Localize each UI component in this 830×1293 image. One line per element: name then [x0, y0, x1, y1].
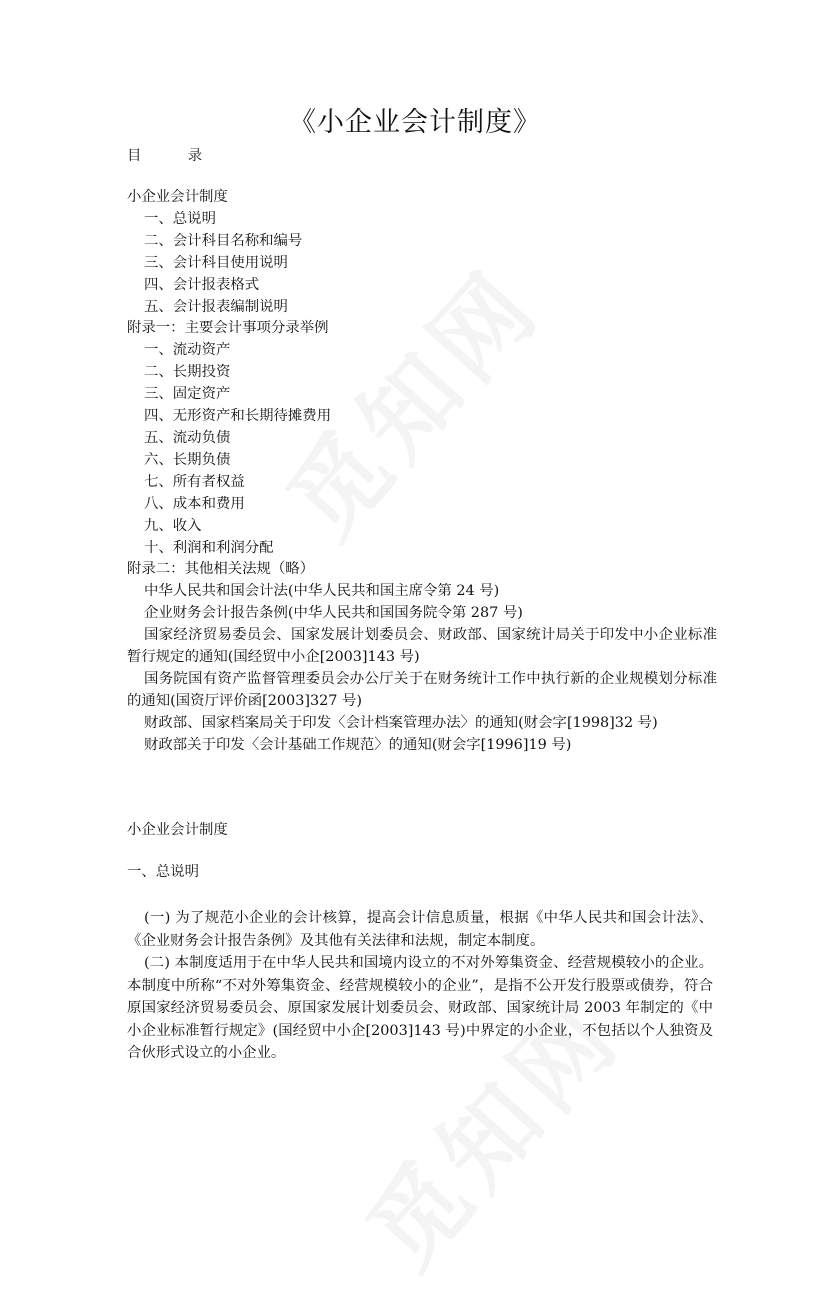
toc-item: 三、固定资产 [144, 386, 231, 403]
toc-item: 三、会计科目使用说明 [144, 254, 288, 271]
toc-item: 八、成本和费用 [144, 495, 245, 512]
toc-item: 小企业会计制度 [127, 189, 228, 205]
table-of-contents [127, 187, 717, 757]
toc-item: 二、会计科目名称和编号 [144, 232, 303, 249]
toc-item: 十、利润和利润分配 [144, 539, 274, 556]
toc-item: 国家经济贸易委员会、国家发展计划委员会、财政部、国家统计局关于印发中小企业标准暂行规定的通知(国经贸中小企[2003]143 号) [127, 627, 717, 666]
toc-item: 六、长期负债 [144, 451, 231, 468]
document-title: 《小企业会计制度》 [289, 107, 541, 138]
toc-item: 一、总说明 [144, 210, 216, 227]
toc-item: 五、会计报表编制说明 [144, 298, 288, 315]
toc-item: 附录一：主要会计事项分录举例 [127, 320, 329, 337]
toc-item: 财政部关于印发〈会计基础工作规范〉的通知(财会字[1996]19 号) [144, 736, 572, 753]
body-paragraph: (一) 为了规范小企业的会计核算，提高会计信息质量，根据《中华人民共和国会计法》、《企业财务会计报告条例》及其他有关法律和法规，制定本制度。 [127, 910, 713, 949]
toc-item: 附录二：其他相关法规（略） [127, 561, 315, 578]
toc-item: 七、所有者权益 [144, 473, 245, 490]
toc-item: 四、无形资产和长期待摊费用 [144, 408, 332, 425]
toc-item: 一、流动资产 [144, 342, 231, 359]
body-paragraph: (二) 本制度适用于在中华人民共和国境内设立的不对外筹集资金、经营规模较小的企业。本制度中所称“不对外筹集资金、经营规模较小的企业”，是指不公开发行股票或债券，符合原国家经济贸易委员会、原国家发展计划委员会、财政部、国家统计局 2003 年制定的《中小企业标准暂行规定》(国经贸中小企[2003]143 号)中界定的小企业，不包括以个人独资及合伙形式设立的小企业。 [127, 955, 713, 1061]
chapter-title: 一、总说明 [127, 864, 199, 880]
toc-item: 企业财务会计报告条例(中华人民共和国国务院令第 287 号) [144, 605, 523, 622]
toc-item: 四、会计报表格式 [144, 276, 260, 293]
toc-item: 中华人民共和国会计法(中华人民共和国主席令第 24 号) [144, 583, 500, 600]
toc-item: 九、收入 [144, 517, 202, 534]
toc-item: 五、流动负债 [144, 429, 231, 446]
section-title: 小企业会计制度 [127, 822, 228, 838]
toc-item: 国务院国有资产监督管理委员会办公厅关于在财务统计工作中执行新的企业规模划分标准的通知(国资厅评价函[2003]327 号) [127, 670, 717, 709]
toc-item: 财政部、国家档案局关于印发〈会计档案管理办法〉的通知(财会字[1998]32 号) [144, 714, 658, 731]
toc-item: 二、长期投资 [144, 364, 231, 381]
toc-heading: 目 录 [127, 148, 219, 164]
